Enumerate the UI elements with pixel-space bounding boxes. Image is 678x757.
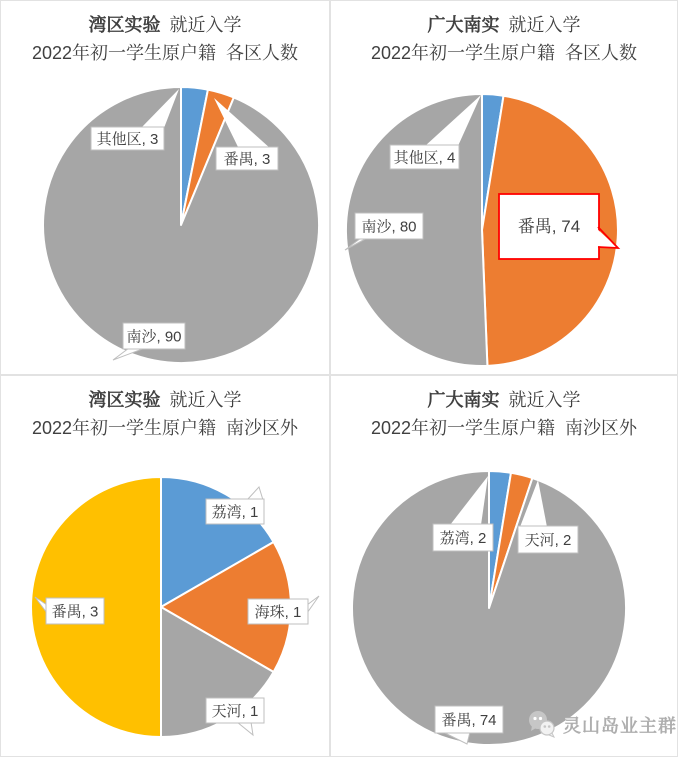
chart-panel-top-left <box>0 0 330 375</box>
title-suffix: 就近入学 <box>169 15 242 35</box>
chart-title <box>1 387 329 413</box>
pie-data-label: 番禺, 74 <box>441 712 497 729</box>
chart-subtitle: 2022年初一学生原户籍 各区人数 <box>31 43 299 63</box>
chart-subtitle: 2022年初一学生原户籍 各区人数 <box>370 43 638 63</box>
pie-data-label: 南沙, 80 <box>361 218 417 236</box>
label-tail <box>247 487 263 500</box>
chart-title <box>331 387 677 413</box>
pie-data-label: 荔湾, 1 <box>211 504 259 521</box>
pie-data-label: 其他区, 4 <box>393 149 456 167</box>
watermark-text: 灵山岛业主群 <box>563 716 677 736</box>
chart-panel-bottom-left <box>0 375 330 757</box>
school-name: 湾区实验 <box>88 15 161 35</box>
school-name: 广大南实 <box>427 390 500 410</box>
chart-title <box>1 12 329 38</box>
pie-slice-番禺 <box>352 471 626 745</box>
chart-subtitle: 2022年初一学生原户籍 南沙区外 <box>370 418 638 438</box>
pie-data-label: 番禺, 3 <box>51 603 99 621</box>
chart-subtitle: 2022年初一学生原户籍 南沙区外 <box>31 418 299 438</box>
chart-panel-bottom-right <box>330 375 678 757</box>
label-tail <box>237 722 253 735</box>
pie-data-label: 荔湾, 2 <box>439 530 487 547</box>
pie-data-label: 南沙, 90 <box>126 328 182 346</box>
school-name: 湾区实验 <box>88 390 161 410</box>
pie-data-label: 番禺, 3 <box>223 151 271 168</box>
pie-data-label: 其他区, 3 <box>96 131 159 148</box>
title-suffix: 就近入学 <box>508 15 581 35</box>
pie-slice-南沙 <box>43 87 319 363</box>
chart-title <box>331 12 677 38</box>
chart-panel-top-right <box>330 0 678 375</box>
title-suffix: 就近入学 <box>169 390 242 410</box>
pie-data-label: 天河, 1 <box>211 703 259 720</box>
school-name: 广大南实 <box>427 15 500 35</box>
pie-data-label: 海珠, 1 <box>254 604 302 621</box>
label-tail <box>307 596 319 613</box>
pie-data-label: 番禺, 74 <box>517 217 581 236</box>
pie-data-label: 天河, 2 <box>524 532 572 549</box>
title-suffix: 就近入学 <box>508 390 581 410</box>
